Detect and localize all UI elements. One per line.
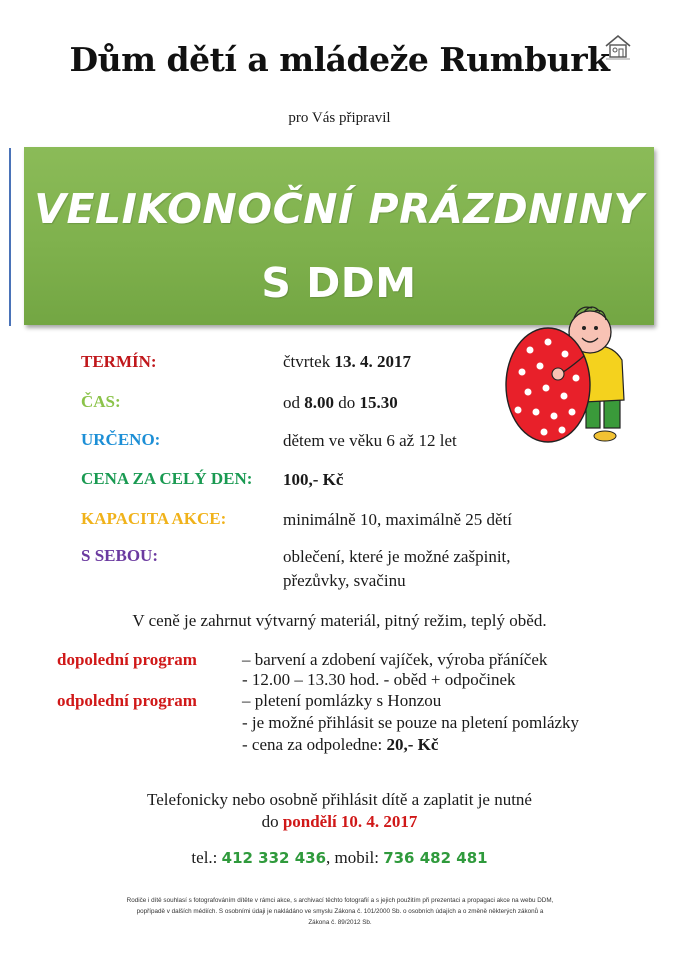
left-rule <box>9 148 11 326</box>
registration-line-1: Telefonicky nebo osobně přihlásit dítě a zaplatit je nutné <box>147 790 532 809</box>
morning-program-line: – barvení a zdobení vajíček, výroba přáníček <box>242 650 548 669</box>
value-termin: čtvrtek 13. 4. 2017 <box>283 352 411 371</box>
banner-title-line-2: S DDM <box>261 259 417 307</box>
afternoon-price: - cena za odpoledne: 20,- Kč <box>242 735 439 754</box>
value-cena: 100,- Kč <box>283 470 344 489</box>
afternoon-program-label: odpolední program <box>57 691 197 710</box>
label-cena: CENA ZA CELÝ DEN: <box>81 469 253 488</box>
afternoon-program-line: - je možné přihlásit se pouze na pletení pomlázky <box>242 713 580 732</box>
value-cas: od 8.00 do 15.30 <box>283 393 398 412</box>
label-termin: TERMÍN: <box>81 352 157 371</box>
label-urceno: URČENO: <box>81 430 161 449</box>
phone-number[interactable]: 412 332 436 <box>221 849 327 867</box>
included-note: V ceně je zahrnut výtvarný materiál, pitný režim, teplý oběd. <box>132 611 547 630</box>
registration-line-2: do pondělí 10. 4. 2017 <box>261 812 418 831</box>
morning-program-line: - 12.00 – 13.30 hod. - oběd + odpočinek <box>242 670 516 689</box>
easter-egg-boy-clipart <box>500 290 640 450</box>
registration-deadline: pondělí 10. 4. 2017 <box>282 812 418 831</box>
mobile-number[interactable]: 736 482 481 <box>383 849 488 867</box>
label-kapacita: KAPACITA AKCE: <box>81 509 227 528</box>
value-urceno: dětem ve věku 6 až 12 let <box>283 431 457 450</box>
value-kapacita: minimálně 10, maximálně 25 dětí <box>283 510 512 529</box>
organization-title: Dům dětí a mládeže Rumburk <box>69 40 610 79</box>
value-s-sebou: oblečení, které je možné zašpinit, přezůvky, svačinu <box>283 547 511 590</box>
label-cas: ČAS: <box>81 392 121 411</box>
house-logo-icon <box>603 32 633 62</box>
legal-footer: Rodiče i dítě souhlasí s fotografováním dítěte v rámci akce, s archivací těchto fotografií a s jejich použitím při prezentaci a propagaci akce na webu DDM, popřípadě v dalších médiích. S osobními údaji je nakládáno ve smyslu Zákona č. 101/2000 Sb. o osobních údajích a o změně některých zákonů a Zákona č. 89/2012 Sb. <box>126 897 554 926</box>
label-s-sebou: S SEBOU: <box>81 546 158 565</box>
subtitle: pro Vás připravil <box>288 110 391 126</box>
contact-line: tel.: 412 332 436, mobil: 736 482 481 <box>191 848 488 867</box>
morning-program-label: dopolední program <box>57 650 197 669</box>
banner-title-line-1: VELIKONOČNÍ PRÁZDNINY <box>34 185 644 233</box>
afternoon-program-line: – pletení pomlázky s Honzou <box>242 691 442 710</box>
